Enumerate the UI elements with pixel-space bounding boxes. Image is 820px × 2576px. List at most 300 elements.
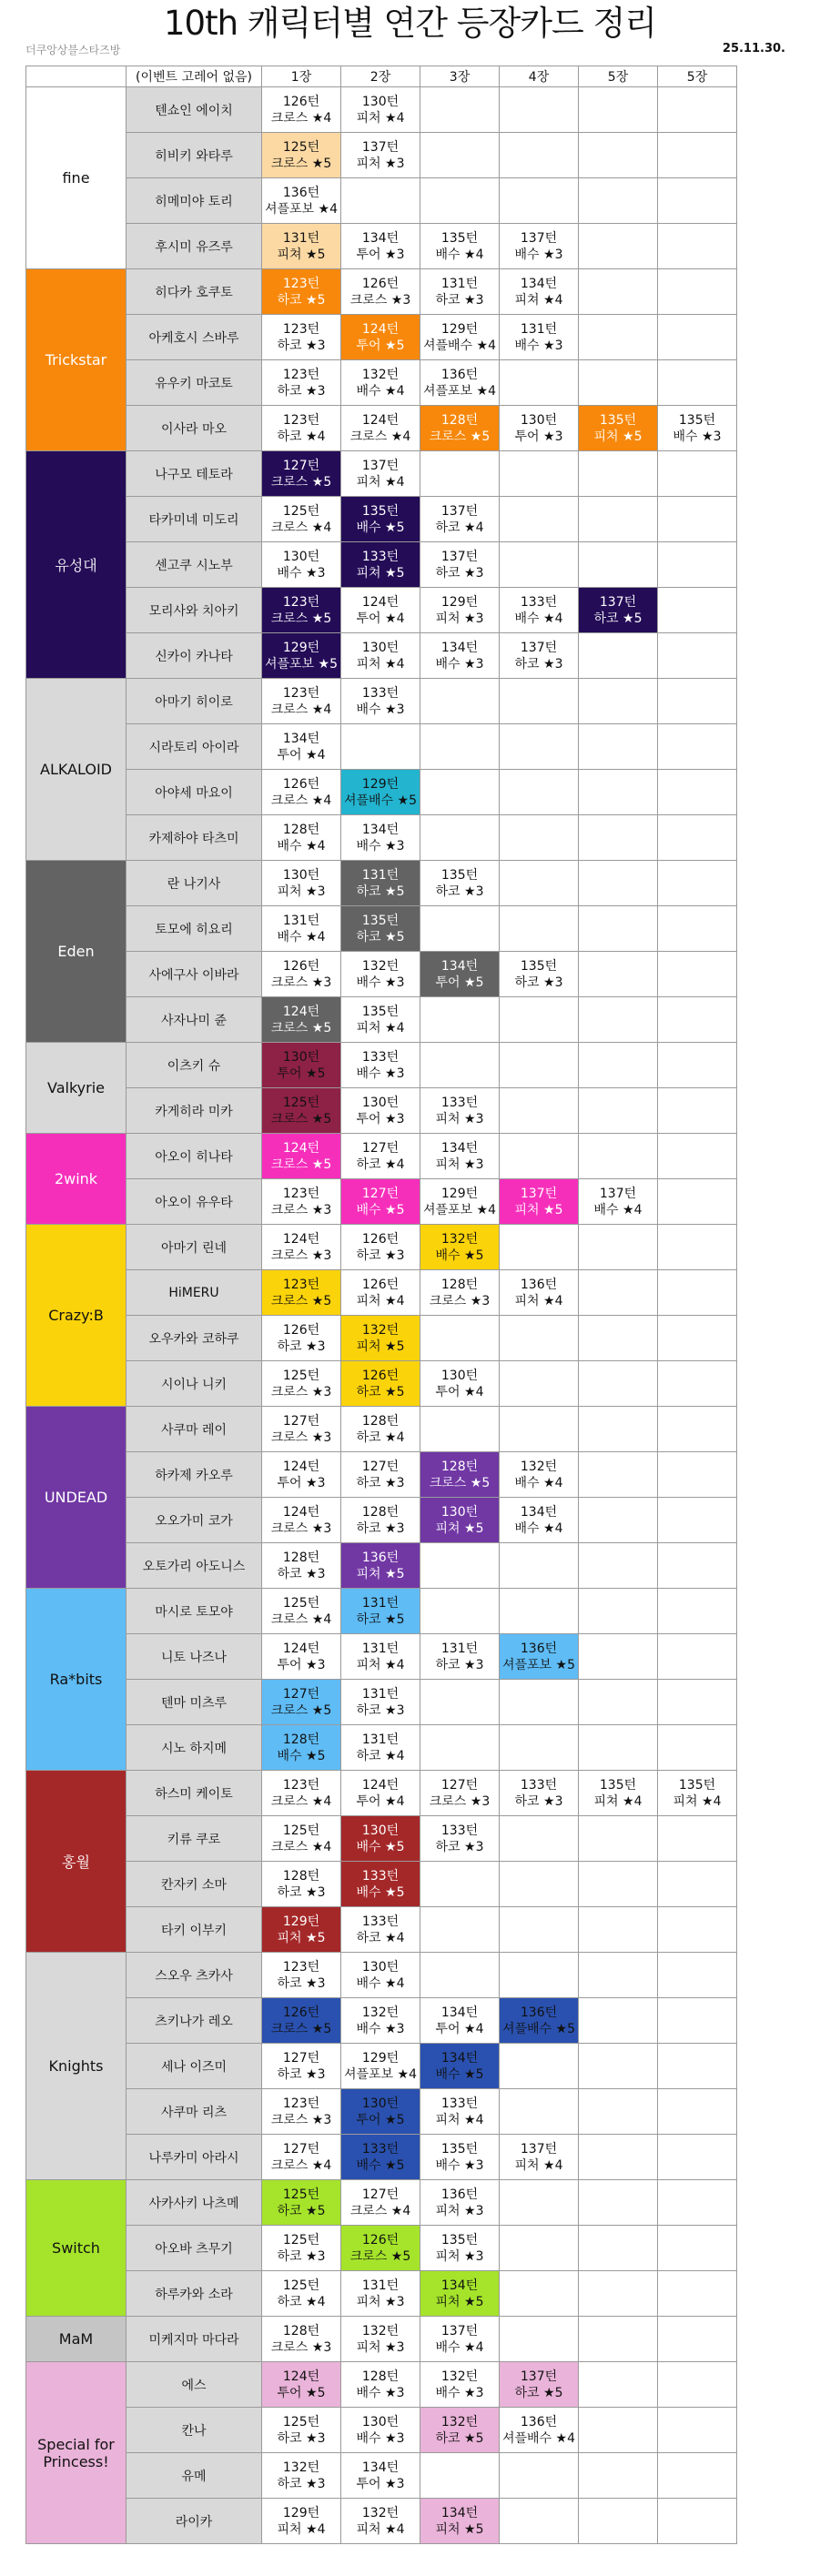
card-cell	[420, 406, 500, 451]
card-type: 투어 ★4	[356, 1793, 405, 1809]
card-type: 크로스 ★3	[349, 292, 411, 308]
card-type: 셔플배수 ★5	[343, 793, 417, 808]
card-type: 하코 ★3	[277, 338, 326, 353]
card-cell	[420, 542, 500, 588]
card-cell	[341, 406, 420, 451]
card-turn: 133턴	[361, 1868, 400, 1884]
card-type: 하코 ★4	[356, 1157, 405, 1172]
member-row	[26, 1134, 737, 1179]
card-turn: 129턴	[361, 776, 400, 792]
card-table	[25, 66, 737, 2544]
empty-cell	[420, 815, 500, 861]
card-cell	[262, 1361, 341, 1407]
group-label: 홍월	[26, 1771, 127, 1953]
empty-cell	[658, 1498, 737, 1543]
card-turn: 123턴	[282, 685, 320, 701]
empty-cell	[658, 770, 737, 815]
group-label: fine	[26, 87, 127, 269]
empty-cell	[658, 861, 737, 906]
card-cell	[341, 2317, 420, 2362]
card-type: 피처 ★4	[356, 1020, 405, 1035]
card-turn: 137턴	[361, 458, 400, 473]
card-turn: 127턴	[282, 458, 320, 473]
member-name: 이사라 마오	[127, 406, 262, 451]
card-cell	[262, 1088, 341, 1134]
empty-cell	[500, 1543, 579, 1589]
member-row	[26, 1634, 737, 1680]
card-turn: 134턴	[440, 2505, 479, 2520]
card-cell	[341, 133, 420, 178]
card-type: 피처 ★3	[356, 2294, 405, 2309]
member-row	[26, 1771, 737, 1816]
card-type: 크로스 ★4	[349, 429, 411, 444]
card-turn: 124턴	[361, 412, 400, 428]
card-turn: 127턴	[361, 1459, 400, 1474]
card-type: 피쳐 ★5	[277, 247, 326, 262]
card-turn: 129턴	[282, 2505, 320, 2520]
empty-cell	[579, 2226, 658, 2271]
member-row	[26, 2044, 737, 2089]
empty-cell	[579, 2180, 658, 2226]
empty-cell	[500, 906, 579, 952]
card-cell	[341, 1589, 420, 1634]
card-cell	[341, 2271, 420, 2317]
card-type: 피처 ★5	[435, 2294, 484, 2309]
card-type: 크로스 ★4	[270, 1611, 332, 1627]
card-turn: 131턴	[361, 1595, 400, 1611]
card-cell	[341, 1043, 420, 1088]
card-cell	[500, 1270, 579, 1316]
member-name: 아오이 히나타	[127, 1134, 262, 1179]
card-turn: 129턴	[440, 1186, 479, 1201]
card-cell	[658, 406, 737, 451]
card-cell	[420, 1634, 500, 1680]
card-cell	[262, 906, 341, 952]
card-cell	[262, 2317, 341, 2362]
member-row	[26, 1452, 737, 1498]
member-row	[26, 1680, 737, 1725]
card-turn: 133턴	[440, 2096, 479, 2111]
card-cell	[262, 1907, 341, 1953]
card-type: 하코 ★5	[356, 1611, 405, 1627]
card-type: 배수 ★3	[356, 2385, 405, 2400]
card-type: 투어 ★3	[277, 1475, 326, 1490]
empty-cell	[579, 2044, 658, 2089]
empty-cell	[500, 2089, 579, 2135]
empty-cell	[579, 1725, 658, 1771]
card-turn: 137턴	[599, 594, 637, 610]
card-turn: 133턴	[440, 1823, 479, 1838]
card-cell	[341, 770, 420, 815]
card-cell	[341, 360, 420, 406]
member-row	[26, 406, 737, 451]
card-cell	[262, 724, 341, 770]
member-name: 세나 이즈미	[127, 2044, 262, 2089]
header-col-3: 3장	[420, 66, 500, 87]
card-cell	[341, 1225, 420, 1270]
card-cell	[420, 1088, 500, 1134]
card-turn: 137턴	[440, 549, 479, 564]
card-cell	[262, 2362, 341, 2408]
member-name: 타카미네 미도리	[127, 497, 262, 542]
card-cell	[341, 1725, 420, 1771]
card-cell	[262, 1543, 341, 1589]
card-type: 하코 ★4	[277, 429, 326, 444]
card-type: 피처 ★4	[356, 474, 405, 490]
card-cell	[262, 1589, 341, 1634]
member-name: 칸자키 소마	[127, 1862, 262, 1907]
card-cell	[341, 906, 420, 952]
card-cell	[420, 269, 500, 315]
card-cell	[341, 1907, 420, 1953]
card-type: 피처 ★4	[356, 110, 405, 126]
card-turn: 136턴	[440, 367, 479, 382]
empty-cell	[579, 1088, 658, 1134]
card-type: 배수 ★4	[514, 1475, 563, 1490]
card-type: 투어 ★5	[435, 975, 484, 990]
card-turn: 123턴	[282, 1277, 320, 1292]
card-turn: 127턴	[282, 2050, 320, 2066]
card-turn: 129턴	[282, 1914, 320, 1929]
card-type: 하코 ★3	[514, 1793, 563, 1809]
empty-cell	[579, 1316, 658, 1361]
card-type: 배수 ★5	[356, 520, 405, 535]
empty-cell	[658, 497, 737, 542]
card-type: 크로스 ★3	[270, 1248, 332, 1263]
card-cell	[262, 997, 341, 1043]
empty-cell	[579, 224, 658, 269]
card-turn: 134턴	[440, 2050, 479, 2066]
member-row	[26, 1316, 737, 1361]
empty-cell	[579, 1953, 658, 1998]
empty-cell	[500, 815, 579, 861]
card-turn: 137턴	[520, 2369, 558, 2384]
header-col-2: 2장	[341, 66, 420, 87]
card-cell	[341, 1316, 420, 1361]
card-cell	[341, 2499, 420, 2544]
card-turn: 123턴	[282, 1959, 320, 1975]
empty-cell	[420, 178, 500, 224]
card-turn: 124턴	[282, 1231, 320, 1247]
card-turn: 123턴	[282, 594, 320, 610]
card-type: 배수 ★3	[514, 338, 563, 353]
card-type: 하코 ★4	[356, 1748, 405, 1763]
card-turn: 127턴	[282, 2141, 320, 2157]
card-cell	[262, 770, 341, 815]
card-turn: 125턴	[282, 1095, 320, 1110]
card-type: 크로스 ★3	[270, 2112, 332, 2127]
empty-cell	[500, 1816, 579, 1862]
card-cell	[262, 224, 341, 269]
card-cell	[341, 2089, 420, 2135]
empty-cell	[579, 815, 658, 861]
card-cell	[341, 1998, 420, 2044]
empty-cell	[579, 315, 658, 360]
card-type: 배수 ★3	[356, 1066, 405, 1081]
card-cell	[341, 588, 420, 633]
empty-cell	[658, 815, 737, 861]
member-name: 마시로 토모야	[127, 1589, 262, 1634]
card-type: 하코 ★4	[356, 1429, 405, 1445]
member-row	[26, 315, 737, 360]
card-cell	[262, 497, 341, 542]
card-cell	[500, 2135, 579, 2180]
member-name: 카제하야 타츠미	[127, 815, 262, 861]
empty-cell	[579, 178, 658, 224]
member-row	[26, 2089, 737, 2135]
card-turn: 124턴	[282, 1641, 320, 1656]
card-type: 셔플포보 ★4	[422, 1202, 496, 1217]
member-row	[26, 1816, 737, 1862]
card-turn: 125턴	[282, 1595, 320, 1611]
empty-cell	[579, 633, 658, 679]
empty-cell	[579, 1634, 658, 1680]
empty-cell	[658, 2044, 737, 2089]
card-type: 피처 ★3	[356, 2339, 405, 2355]
empty-cell	[500, 1043, 579, 1088]
card-type: 배수 ★4	[593, 1202, 643, 1217]
card-type: 크로스 ★5	[270, 1111, 332, 1126]
empty-cell	[500, 2317, 579, 2362]
card-cell	[262, 542, 341, 588]
card-type: 하코 ★4	[435, 520, 484, 535]
empty-cell	[579, 2362, 658, 2408]
member-name: 유우키 마코토	[127, 360, 262, 406]
member-name: 텐마 미츠루	[127, 1680, 262, 1725]
empty-cell	[500, 1953, 579, 1998]
group-label: Switch	[26, 2180, 127, 2317]
empty-cell	[500, 2226, 579, 2271]
card-cell	[420, 1816, 500, 1862]
empty-cell	[658, 2135, 737, 2180]
card-cell	[341, 815, 420, 861]
card-turn: 137턴	[361, 139, 400, 155]
empty-cell	[420, 451, 500, 497]
member-name: 니토 나즈나	[127, 1634, 262, 1680]
member-name: 후시미 유즈루	[127, 224, 262, 269]
card-turn: 134턴	[361, 822, 400, 837]
empty-cell	[500, 997, 579, 1043]
empty-cell	[420, 1543, 500, 1589]
member-row	[26, 2408, 737, 2453]
empty-cell	[658, 1589, 737, 1634]
card-cell	[262, 1998, 341, 2044]
card-type: 투어 ★3	[356, 1111, 405, 1126]
card-type: 셔플포보 ★4	[264, 201, 338, 217]
empty-cell	[420, 997, 500, 1043]
card-type: 배수 ★4	[514, 1520, 563, 1536]
empty-cell	[658, 542, 737, 588]
empty-cell	[579, 2271, 658, 2317]
group-label: Trickstar	[26, 269, 127, 451]
card-turn: 130턴	[282, 549, 320, 564]
member-name: 이츠키 슈	[127, 1043, 262, 1088]
card-cell	[262, 679, 341, 724]
card-cell	[262, 2226, 341, 2271]
card-cell	[262, 269, 341, 315]
card-cell	[579, 588, 658, 633]
card-type: 피쳐 ★4	[514, 292, 563, 308]
empty-cell	[658, 224, 737, 269]
card-turn: 126턴	[361, 1368, 400, 1383]
card-type: 크로스 ★3	[270, 1202, 332, 1217]
empty-cell	[579, 497, 658, 542]
card-cell	[500, 224, 579, 269]
member-name: 히다카 호쿠토	[127, 269, 262, 315]
member-name: 칸나	[127, 2408, 262, 2453]
card-turn: 131턴	[440, 1641, 479, 1656]
card-type: 하코 ★5	[435, 2430, 484, 2446]
member-name: 아오이 유우타	[127, 1179, 262, 1225]
card-turn: 133턴	[520, 594, 558, 610]
empty-cell	[579, 1407, 658, 1452]
card-type: 투어 ★5	[277, 1066, 326, 1081]
card-type: 피처 ★4	[514, 2157, 563, 2173]
card-turn: 135턴	[678, 412, 716, 428]
card-turn: 128턴	[440, 1459, 479, 1474]
card-cell	[500, 406, 579, 451]
member-row	[26, 1498, 737, 1543]
card-type: 하코 ★3	[277, 1975, 326, 1991]
card-cell	[341, 2453, 420, 2499]
member-name: 아케호시 스바루	[127, 315, 262, 360]
empty-cell	[579, 1270, 658, 1316]
card-type: 하코 ★3	[277, 1339, 326, 1354]
card-turn: 125턴	[282, 2232, 320, 2248]
card-cell	[262, 2499, 341, 2544]
member-name: 시노 하지메	[127, 1725, 262, 1771]
empty-cell	[420, 1407, 500, 1452]
card-type: 피처 ★5	[514, 1202, 563, 1217]
card-type: 하코 ★3	[356, 1520, 405, 1536]
card-type: 투어 ★3	[356, 2476, 405, 2491]
card-cell	[262, 360, 341, 406]
card-turn: 128턴	[282, 1550, 320, 1565]
card-type: 하코 ★3	[514, 656, 563, 672]
card-cell	[341, 1270, 420, 1316]
card-type: 피처 ★4	[277, 2521, 326, 2537]
empty-cell	[500, 1407, 579, 1452]
empty-cell	[420, 1725, 500, 1771]
empty-cell	[500, 724, 579, 770]
card-type: 하코 ★5	[277, 2203, 326, 2218]
member-name: 나루카미 아라시	[127, 2135, 262, 2180]
card-type: 배수 ★3	[435, 656, 484, 672]
card-type: 하코 ★5	[593, 611, 643, 626]
empty-cell	[500, 770, 579, 815]
member-row	[26, 1270, 737, 1316]
empty-cell	[579, 269, 658, 315]
empty-cell	[500, 497, 579, 542]
card-cell	[341, 1361, 420, 1407]
empty-cell	[579, 1816, 658, 1862]
card-turn: 135턴	[361, 503, 400, 519]
member-row	[26, 815, 737, 861]
member-row	[26, 1179, 737, 1225]
empty-cell	[579, 1134, 658, 1179]
card-type: 배수 ★4	[277, 929, 326, 945]
member-row	[26, 2499, 737, 2544]
empty-cell	[500, 1134, 579, 1179]
card-type: 셔플포보 ★4	[343, 2066, 417, 2082]
member-row	[26, 87, 737, 133]
member-row	[26, 1725, 737, 1771]
card-type: 크로스 ★4	[270, 2157, 332, 2173]
card-cell	[341, 861, 420, 906]
card-type: 피처 ★4	[435, 2112, 484, 2127]
card-type: 투어 ★5	[277, 2385, 326, 2400]
card-type: 크로스 ★5	[270, 2021, 332, 2036]
card-type: 하코 ★3	[277, 2476, 326, 2491]
card-cell	[341, 269, 420, 315]
card-type: 피처 ★4	[356, 1293, 405, 1308]
card-turn: 128턴	[282, 2323, 320, 2339]
empty-cell	[420, 906, 500, 952]
member-row	[26, 1407, 737, 1452]
card-turn: 132턴	[361, 1322, 400, 1338]
empty-cell	[658, 633, 737, 679]
card-cell	[500, 2362, 579, 2408]
card-type: 투어 ★4	[277, 747, 326, 763]
card-type: 하코 ★3	[277, 2248, 326, 2264]
card-type: 배수 ★3	[356, 838, 405, 854]
card-type: 배수 ★3	[435, 2385, 484, 2400]
group-label: 2wink	[26, 1134, 127, 1225]
card-type: 하코 ★3	[435, 884, 484, 899]
card-turn: 134턴	[440, 2278, 479, 2293]
empty-cell	[579, 952, 658, 997]
card-cell	[341, 1953, 420, 1998]
empty-cell	[420, 724, 500, 770]
card-type: 크로스 ★5	[270, 1020, 332, 1035]
card-type: 하코 ★3	[356, 1702, 405, 1718]
card-type: 하코 ★3	[435, 565, 484, 581]
empty-cell	[500, 87, 579, 133]
member-row	[26, 724, 737, 770]
empty-cell	[579, 724, 658, 770]
card-type: 셔플포보 ★4	[422, 383, 496, 399]
card-turn: 125턴	[282, 2414, 320, 2430]
card-type: 피처 ★4	[356, 2521, 405, 2537]
card-cell	[262, 1725, 341, 1771]
empty-cell	[420, 2453, 500, 2499]
group-label: UNDEAD	[26, 1407, 127, 1589]
card-cell	[420, 1498, 500, 1543]
card-cell	[420, 952, 500, 997]
empty-cell	[658, 1088, 737, 1134]
card-turn: 136턴	[520, 1641, 558, 1656]
card-turn: 130턴	[440, 1504, 479, 1520]
card-turn: 131턴	[361, 867, 400, 883]
card-type: 크로스 ★5	[270, 611, 332, 626]
card-type: 투어 ★4	[356, 611, 405, 626]
card-cell	[262, 451, 341, 497]
card-type: 배수 ★5	[356, 1884, 405, 1900]
member-name: 사카사키 나츠메	[127, 2180, 262, 2226]
empty-cell	[420, 87, 500, 133]
empty-cell	[579, 133, 658, 178]
card-type: 크로스 ★4	[270, 702, 332, 717]
card-turn: 130턴	[520, 412, 558, 428]
card-type: 투어 ★3	[356, 247, 405, 262]
card-type: 배수 ★5	[356, 1202, 405, 1217]
card-turn: 137턴	[520, 640, 558, 655]
card-cell	[341, 1088, 420, 1134]
member-row	[26, 1043, 737, 1088]
card-type: 배수 ★3	[514, 247, 563, 262]
empty-cell	[579, 1543, 658, 1589]
card-cell	[262, 1498, 341, 1543]
